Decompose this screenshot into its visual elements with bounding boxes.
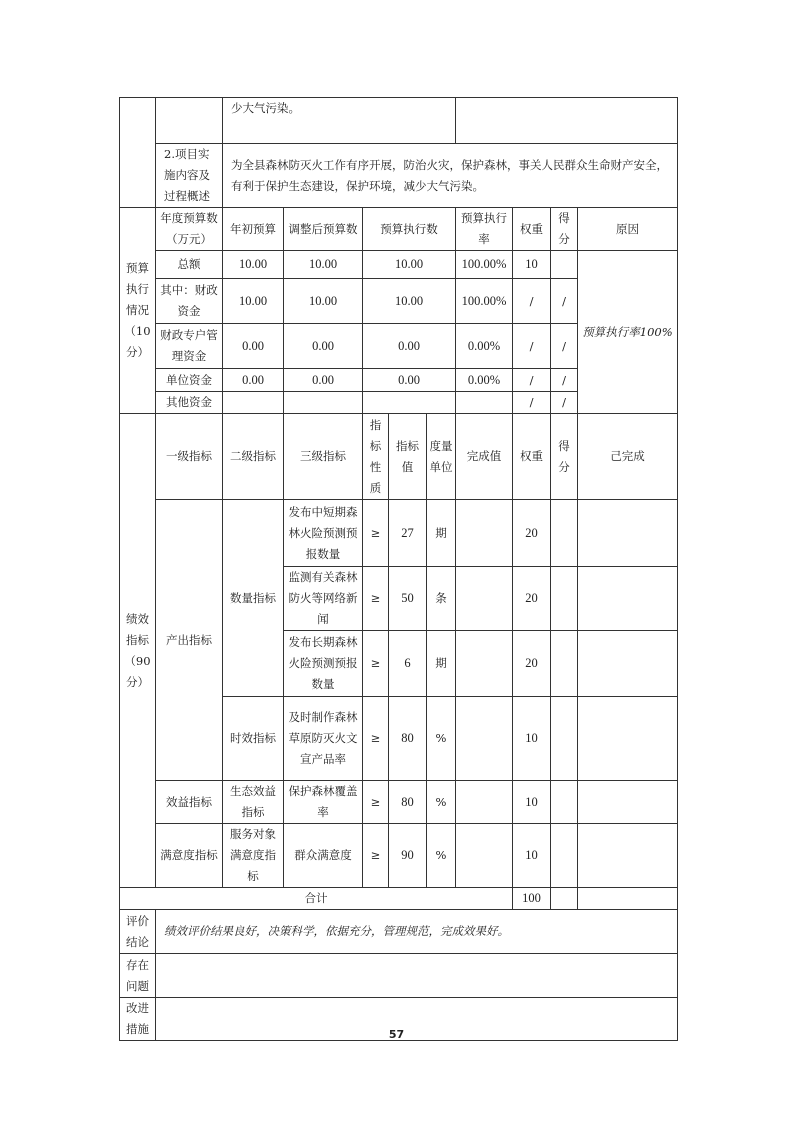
completed-value <box>456 697 513 781</box>
level3-indicator: 发布中短期森林火险预测预报数量 <box>284 500 363 567</box>
budget-adjusted: 0.00 <box>284 369 363 392</box>
completed-note <box>578 824 678 888</box>
level1-benefit: 效益指标 <box>156 781 223 824</box>
completed-note <box>578 631 678 697</box>
page-number: 57 <box>388 1028 405 1041</box>
level1-satisfaction: 满意度指标 <box>156 824 223 888</box>
indicator-unit: 条 <box>427 567 456 631</box>
level2-quantity: 数量指标 <box>223 500 284 697</box>
budget-weight: / <box>513 279 551 324</box>
perf-section-label: 绩效指标（90分） <box>120 414 156 888</box>
conclusion-text: 绩效评价结果良好，决策科学，依据充分，管理规范，完成效果好。 <box>156 910 678 954</box>
indicator-weight: 20 <box>513 567 551 631</box>
indicator-unit: 期 <box>427 500 456 567</box>
budget-score: / <box>551 392 578 414</box>
total-row <box>120 888 678 910</box>
budget-header: 调整后预算数 <box>284 208 363 251</box>
prev-section-cell <box>120 98 156 208</box>
indicator-value: 27 <box>389 500 427 567</box>
budget-header: 年初预算 <box>223 208 284 251</box>
completed-value <box>456 567 513 631</box>
perf-row <box>120 500 678 567</box>
perf-header: 指标值 <box>389 414 427 500</box>
indicator-unit: % <box>427 824 456 888</box>
indicator-weight: 10 <box>513 781 551 824</box>
budget-weight: / <box>513 324 551 369</box>
indicator-score <box>551 781 578 824</box>
budget-rate: 0.00% <box>456 324 513 369</box>
budget-adjusted: 0.00 <box>284 324 363 369</box>
indicator-score <box>551 500 578 567</box>
budget-score: / <box>551 279 578 324</box>
perf-row <box>120 824 678 888</box>
indicator-value: 90 <box>389 824 427 888</box>
indicator-weight: 20 <box>513 631 551 697</box>
improve-label: 改进措施 <box>120 998 156 1041</box>
budget-header: 得分 <box>551 208 578 251</box>
budget-initial: 10.00 <box>223 279 284 324</box>
indicator-value: 6 <box>389 631 427 697</box>
budget-reason: 预算执行率100% <box>578 251 678 414</box>
indicator-weight: 10 <box>513 824 551 888</box>
budget-name: 其他资金 <box>156 392 223 414</box>
budget-initial: 0.00 <box>223 369 284 392</box>
level3-indicator: 群众满意度 <box>284 824 363 888</box>
perf-header: 一级指标 <box>156 414 223 500</box>
empty-cell <box>456 98 678 144</box>
indicator-nature: ≥ <box>363 567 389 631</box>
budget-header: 权重 <box>513 208 551 251</box>
total-score <box>551 888 578 910</box>
level3-indicator: 及时制作森林草原防灭火文宣产品率 <box>284 697 363 781</box>
level2-ecological: 生态效益指标 <box>223 781 284 824</box>
completed-note <box>578 781 678 824</box>
completed-note <box>578 500 678 567</box>
indicator-value: 80 <box>389 697 427 781</box>
budget-executed: 0.00 <box>363 324 456 369</box>
indicator-weight: 20 <box>513 500 551 567</box>
project-content-text: 为全县森林防灭火工作有序开展，防治火灾，保护森林，事关人民群众生命财产安全，有利于保护生态建设，保护环境，减少大气污染。 <box>223 144 678 208</box>
perf-header: 得分 <box>551 414 578 500</box>
indicator-nature: ≥ <box>363 631 389 697</box>
indicator-unit: % <box>427 697 456 781</box>
indicator-nature: ≥ <box>363 824 389 888</box>
conclusion-label: 评价结论 <box>120 910 156 954</box>
budget-executed <box>363 392 456 414</box>
budget-rate: 100.00% <box>456 251 513 279</box>
prev-text: 少大气污染。 <box>223 98 456 144</box>
problems-label: 存在问题 <box>120 954 156 998</box>
budget-executed: 0.00 <box>363 369 456 392</box>
budget-weight: / <box>513 392 551 414</box>
budget-header: 预算执行率 <box>456 208 513 251</box>
indicator-score <box>551 824 578 888</box>
completed-value <box>456 631 513 697</box>
indicator-value: 80 <box>389 781 427 824</box>
indicator-unit: 期 <box>427 631 456 697</box>
indicator-score <box>551 631 578 697</box>
perf-header: 指标性质 <box>363 414 389 500</box>
indicator-nature: ≥ <box>363 500 389 567</box>
budget-rate <box>456 392 513 414</box>
level3-indicator: 监测有关森林防火等网络新闻 <box>284 567 363 631</box>
budget-score: / <box>551 324 578 369</box>
indicator-nature: ≥ <box>363 697 389 781</box>
indicator-value: 50 <box>389 567 427 631</box>
indicator-nature: ≥ <box>363 781 389 824</box>
budget-name: 单位资金 <box>156 369 223 392</box>
budget-weight: / <box>513 369 551 392</box>
budget-initial: 0.00 <box>223 324 284 369</box>
total-label: 合计 <box>120 888 513 910</box>
budget-adjusted <box>284 392 363 414</box>
indicator-unit: % <box>427 781 456 824</box>
problems-text <box>156 954 678 998</box>
budget-initial <box>223 392 284 414</box>
performance-evaluation-table <box>119 97 678 1041</box>
budget-row <box>120 251 678 279</box>
completed-value <box>456 824 513 888</box>
project-content-label: 2.项目实施内容及过程概述 <box>156 144 223 208</box>
level2-timeliness: 时效指标 <box>223 697 284 781</box>
budget-section-label: 预算执行情况（10分） <box>120 208 156 414</box>
budget-adjusted: 10.00 <box>284 251 363 279</box>
completed-value <box>456 500 513 567</box>
perf-header: 权重 <box>513 414 551 500</box>
budget-header: 预算执行数 <box>363 208 456 251</box>
level3-indicator: 发布长期森林火险预测预报数量 <box>284 631 363 697</box>
budget-header: 原因 <box>578 208 678 251</box>
budget-name: 总额 <box>156 251 223 279</box>
perf-header: 己完成 <box>578 414 678 500</box>
completed-note <box>578 567 678 631</box>
perf-header: 二级指标 <box>223 414 284 500</box>
indicator-score <box>551 567 578 631</box>
level2-service-satisfaction: 服务对象满意度指标 <box>223 824 284 888</box>
budget-score <box>551 251 578 279</box>
total-weight: 100 <box>513 888 551 910</box>
budget-weight: 10 <box>513 251 551 279</box>
completed-value <box>456 781 513 824</box>
perf-header: 度量单位 <box>427 414 456 500</box>
budget-adjusted: 10.00 <box>284 279 363 324</box>
empty-cell <box>578 888 678 910</box>
budget-score: / <box>551 369 578 392</box>
budget-header: 年度预算数（万元） <box>156 208 223 251</box>
perf-header: 完成值 <box>456 414 513 500</box>
budget-rate: 0.00% <box>456 369 513 392</box>
budget-rate: 100.00% <box>456 279 513 324</box>
perf-header: 三级指标 <box>284 414 363 500</box>
level3-indicator: 保护森林覆盖率 <box>284 781 363 824</box>
empty-cell <box>156 98 223 144</box>
budget-executed: 10.00 <box>363 279 456 324</box>
budget-name: 其中：财政资金 <box>156 279 223 324</box>
budget-executed: 10.00 <box>363 251 456 279</box>
level1-output: 产出指标 <box>156 500 223 781</box>
perf-row <box>120 781 678 824</box>
indicator-weight: 10 <box>513 697 551 781</box>
indicator-score <box>551 697 578 781</box>
budget-name: 财政专户管理资金 <box>156 324 223 369</box>
budget-initial: 10.00 <box>223 251 284 279</box>
completed-note <box>578 697 678 781</box>
